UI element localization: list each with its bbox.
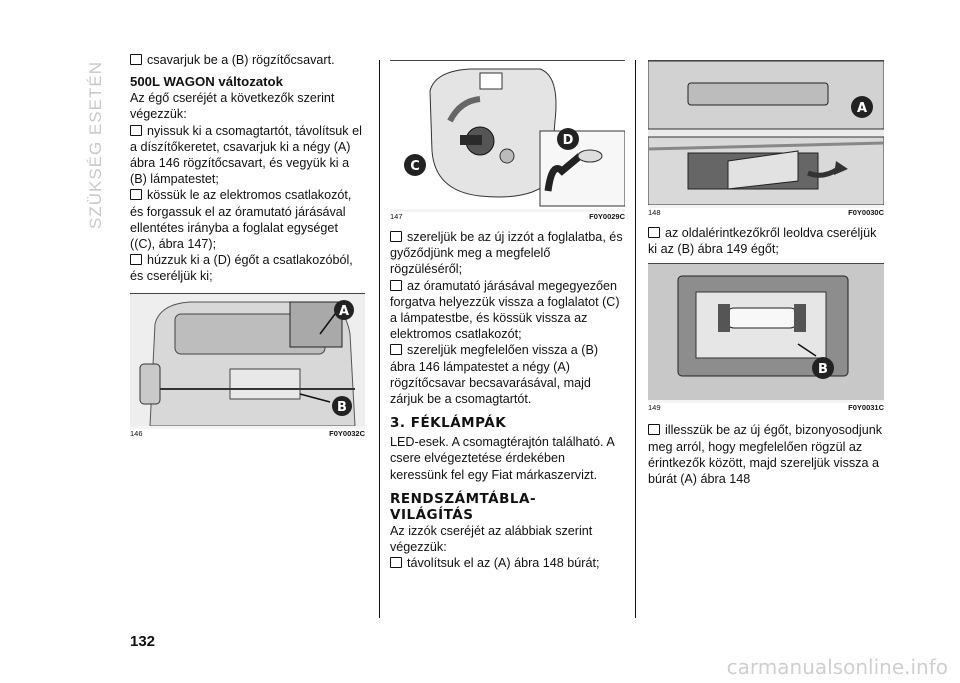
- bulb-holder-illustration: [390, 61, 625, 209]
- bullet-item: szereljük megfelelően vissza a (B) ábra 146 lámpatestet a négy (A) rögzítőcsavar becsavarásával, majd zárjuk be a csomagtartót.: [390, 343, 599, 407]
- figure-code: F0Y0029C: [589, 212, 625, 221]
- figure-148: [648, 60, 884, 217]
- watermark: carmanualsonline.info: [726, 655, 948, 679]
- callout-d-label: D: [562, 133, 574, 148]
- bullet-icon: [390, 557, 402, 568]
- car-rear-illustration: [130, 294, 365, 426]
- section-title: SZÜKSÉG ESETÉN: [86, 61, 105, 229]
- intro-text: Az égő cseréjét a következők szerint végezzük:: [130, 91, 335, 122]
- section-heading: RENDSZÁMTÁBLA- VILÁGÍTÁS: [390, 490, 537, 523]
- bullet-icon: [390, 344, 402, 355]
- figure-number: 148: [648, 208, 661, 217]
- subheading: 500L WAGON változatok: [130, 74, 283, 90]
- bullet-item: az oldalérintkezőkről leoldva cseréljük ki az (B) ábra 149 égőt;: [648, 226, 877, 257]
- figure-149: [648, 263, 884, 412]
- column-divider: [635, 60, 636, 618]
- bullet-icon: [130, 54, 142, 65]
- bullet-item: kössük le az elektromos csatlakozót, és forgassuk el az óramutató járásával ellentétes irányba a foglalat egységet ((C), ábra 147);: [130, 188, 352, 252]
- bullet-item: az óramutató járásával megegyezően forgatva helyezzük vissza a foglalatot (C) a lámpatestbe, és kössük vissza az elektromos csatlakozót;: [390, 278, 620, 342]
- bullet-icon: [130, 189, 142, 200]
- callout-a-label: A: [338, 303, 350, 319]
- column-divider: [379, 60, 380, 618]
- bullet-item: nyissuk ki a csomagtartót, távolítsuk el a díszítőkeretet, csavarjuk ki a négy (A) ábra 146 rögzítőcsavart, és vegyük ki a (B) lámpatestet;: [130, 123, 362, 187]
- bulb-contacts-illustration: [648, 264, 884, 400]
- callout-b-label: B: [337, 399, 347, 415]
- callout-c-label: C: [410, 159, 420, 174]
- page-number: 132: [130, 633, 156, 650]
- section-heading: 3. FÉKLÁMPÁK: [390, 415, 507, 432]
- figure-number: 147: [390, 212, 403, 221]
- bullet-item: illesszük be az új égőt, bizonyosodjunk meg arról, hogy megfelelően rögzül az érintkezők között, majd szereljük vissza a búrát (A) ábra 148: [648, 423, 883, 487]
- bullet-icon: [130, 254, 142, 265]
- bullet-item: húzzuk ki a (D) égőt a csatlakozóból, és cseréljük ki;: [130, 253, 353, 284]
- callout-b-label: B: [818, 362, 828, 378]
- bullet-icon: [648, 227, 660, 238]
- bullet-item: szereljük be az új izzót a foglalatba, és győződjünk meg a megfelelő rögzüléséről;: [390, 230, 623, 277]
- body-text: Az izzók cseréjét az alábbiak szerint végezzük:: [390, 523, 593, 555]
- figure-code: F0Y0030C: [848, 208, 884, 217]
- column-1: [130, 52, 365, 438]
- bullet-icon: [390, 231, 402, 242]
- column-2: [390, 52, 625, 571]
- bullet-icon: [130, 125, 142, 136]
- figure-number: 146: [130, 428, 143, 438]
- bullet-icon: [390, 280, 402, 291]
- figure-146: [130, 293, 365, 438]
- body-text: LED-esek. A csomagtérajtón található. A csere elvégeztetése érdekében keressünk fel egy Fiat márkaszervizt.: [390, 435, 615, 482]
- license-light-illustration: [648, 61, 884, 205]
- callout-a-label: A: [856, 101, 868, 116]
- bullet-icon: [648, 424, 660, 435]
- bullet-item: csavarjuk be a (B) rögzítőcsavart.: [130, 52, 365, 68]
- figure-147: [390, 60, 625, 221]
- figure-number: 149: [648, 403, 661, 413]
- figure-code: F0Y0032C: [329, 428, 365, 438]
- bullet-item: távolítsuk el az (A) ábra 148 búrát;: [390, 555, 625, 571]
- column-3: [648, 52, 884, 487]
- figure-code: F0Y0031C: [848, 403, 884, 413]
